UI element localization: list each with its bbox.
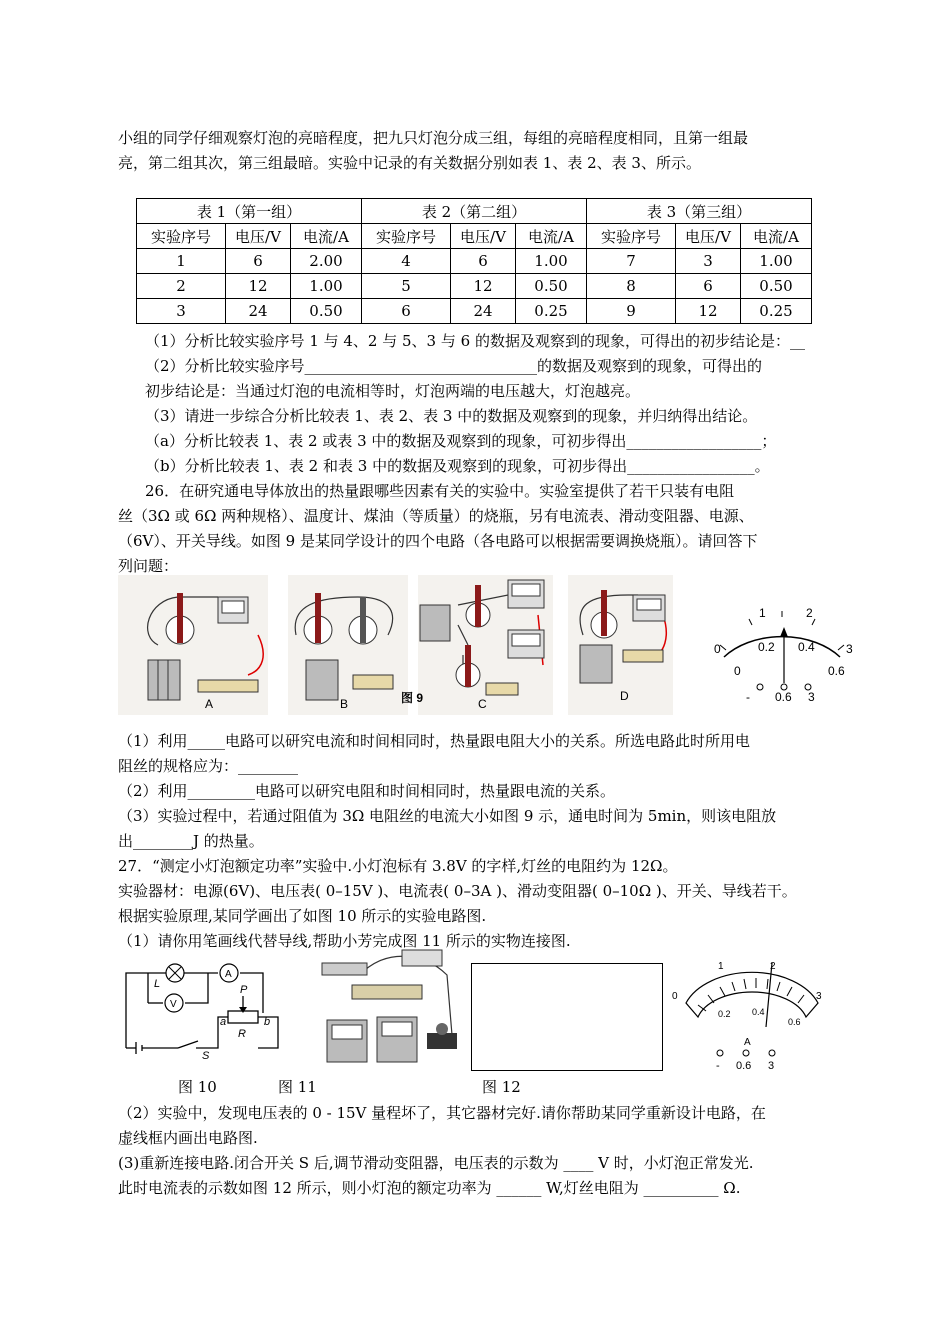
battery-component (402, 950, 442, 966)
dial-top-1: 1 (759, 606, 766, 620)
table-cell: 9 (587, 299, 676, 324)
q25-part-3b: （b）分析比较表 1、表 2 和表 3 中的数据及观察到的现象，可初步得出_________________。 (145, 457, 770, 475)
table-cell: 6 (676, 274, 741, 299)
q26-line-2: 丝（3Ω 或 6Ω 两种规格）、温度计、煤油（等质量）的烧瓶，另有电流表、滑动变阻器、电源、 (118, 507, 754, 525)
table-cell: 2 (137, 274, 226, 299)
fig12-bottom-04: 0.4 (752, 1007, 765, 1017)
dial-top-0: 0 (714, 642, 721, 656)
th-voltage: 电压/V (226, 224, 291, 249)
figure-12-ammeter (668, 955, 828, 1075)
dial-terminal-neg: - (746, 690, 750, 704)
switch-component (322, 963, 367, 975)
fig11-caption: 图 11 (278, 1078, 317, 1096)
table-row (137, 249, 812, 274)
q26-part-3-cont: 出________J 的热量。 (118, 832, 264, 850)
q26-line-4: 列问题： (118, 557, 179, 575)
label-a: a (220, 1016, 227, 1028)
table-cell: 3 (676, 249, 741, 274)
dial-top-2: 2 (806, 606, 813, 620)
data-table (136, 198, 812, 324)
th-current: 电流/A (741, 224, 812, 249)
q26-line-1: 26．在研究通电导体放出的热量跟哪些因素有关的实验中。实验室提供了若干只装有电阻 (145, 482, 735, 500)
answer-drawing-box[interactable] (471, 963, 663, 1071)
rheostat-component (352, 985, 422, 999)
figure-10-circuit-diagram (118, 963, 288, 1063)
q25-part-2-cont: 初步结论是：当通过灯泡的电流相等时，灯泡两端的电压越大，灯泡越亮。 (145, 382, 641, 400)
table-cell: 12 (226, 274, 291, 299)
q26-part-1: （1）利用_____电路可以研究电流和时间相同时，热量跟电阻大小的关系。所选电路此时所用电 (118, 732, 751, 750)
q26-part-2: （2）利用_________电路可以研究电阻和时间相同时，热量跟电流的关系。 (118, 782, 616, 800)
table-cell: 12 (451, 274, 516, 299)
th-voltage: 电压/V (676, 224, 741, 249)
label-A: A (225, 969, 232, 980)
q27-line-4: （1）请你用笔画线代替导线,帮助小芳完成图 11 所示的实物连接图. (118, 932, 571, 950)
label-b: b (264, 1016, 271, 1028)
fig9-label-c: C (478, 697, 487, 711)
ammeter-dial-fig9 (702, 595, 862, 710)
table-cell: 1.00 (516, 249, 587, 274)
table-row (137, 274, 812, 299)
lamp-holder-component (427, 1033, 457, 1049)
fig12-caption: 图 12 (482, 1078, 521, 1096)
q27-part-3: (3)重新连接电路.闭合开关 S 后,调节滑动变阻器，电压表的示数为 ____ V 时，小灯泡正常发光. (118, 1154, 754, 1172)
q25-part-2: （2）分析比较实验序号_______________________________的数据及观察到的现象，可得出的 (145, 357, 763, 375)
q26-line-3: （6V）、开关导线。如图 9 是某同学设计的四个电路（各电路可以根据需要调换烧瓶）。请回答下 (118, 532, 758, 550)
q27-line-2: 实验器材：电源(6V)、电压表( 0–15V )、电流表( 0–3A )、滑动变阻器( 0–10Ω )、开关、导线若干。 (118, 882, 797, 900)
q25-part-3a: （a）分析比较表 1、表 2 或表 3 中的数据及观察到的现象，可初步得出__________________； (145, 432, 777, 450)
dial-terminal-3: 3 (808, 690, 815, 704)
table-cell: 1.00 (291, 274, 362, 299)
dial-bottom-0: 0 (734, 664, 741, 678)
intro-line-1: 小组的同学仔细观察灯泡的亮暗程度，把九只灯泡分成三组，每组的亮暗程度相同，且第一组最 (118, 129, 749, 147)
figure-11-components (312, 945, 462, 1070)
fig12-unit: A (744, 1037, 751, 1048)
table-cell: 7 (587, 249, 676, 274)
fig9-label-a: A (205, 697, 214, 711)
dial-top-3: 3 (846, 642, 853, 656)
table-cell: 12 (676, 299, 741, 324)
circuit-b (288, 575, 408, 715)
table-cell: 0.25 (516, 299, 587, 324)
table-cell: 0.50 (291, 299, 362, 324)
label-L: L (154, 978, 161, 990)
table-header-row (137, 224, 812, 249)
label-R: R (238, 1028, 246, 1040)
th-current: 电流/A (291, 224, 362, 249)
q26-part-1-cont: 阻丝的规格应为：________ (118, 757, 299, 775)
intro-line-2: 亮，第二组其次，第三组最暗。实验中记录的有关数据分别如表 1、表 2、表 3、所示。 (118, 154, 701, 172)
table-cell: 24 (226, 299, 291, 324)
table-cell: 8 (587, 274, 676, 299)
q25-part-1: （1）分析比较实验序号 1 与 4、2 与 5、3 与 6 的数据及观察到的现象，可得出的初步结论是：__ (145, 332, 805, 350)
table-cell: 1.00 (741, 249, 812, 274)
fig9-label-b: B (340, 697, 349, 711)
fig9-caption: 图 9 (401, 691, 424, 705)
dial-terminal-06: 0.6 (775, 690, 792, 704)
table-group-row (137, 199, 812, 224)
table-group-1: 表 1（第一组） (137, 199, 362, 224)
th-index: 实验序号 (362, 224, 451, 249)
fig10-caption: 图 10 (178, 1078, 217, 1096)
dial-bottom-1: 0.2 (758, 640, 775, 654)
fig12-bottom-06: 0.6 (788, 1017, 801, 1027)
circuit-a (118, 575, 268, 715)
q27-part-2-cont: 虚线框内画出电路图. (118, 1129, 258, 1147)
fig9-label-d: D (620, 689, 629, 703)
table-cell: 5 (362, 274, 451, 299)
label-S: S (202, 1050, 210, 1062)
table-row (137, 299, 812, 324)
th-index: 实验序号 (137, 224, 226, 249)
table-cell: 1 (137, 249, 226, 274)
q27-line-3: 根据实验原理,某同学画出了如图 10 所示的实验电路图. (118, 907, 487, 925)
figure-9-circuits (118, 575, 678, 715)
th-current: 电流/A (516, 224, 587, 249)
dial-bottom-3: 0.6 (828, 664, 845, 678)
table-group-2: 表 2（第二组） (362, 199, 587, 224)
fig12-terminal-3: 3 (768, 1060, 775, 1072)
table-cell: 3 (137, 299, 226, 324)
table-group-3: 表 3（第三组） (587, 199, 812, 224)
fig12-top-2: 2 (770, 961, 776, 972)
fig12-top-1: 1 (718, 961, 724, 972)
fig12-top-0: 0 (672, 991, 678, 1002)
fig12-top-3: 3 (816, 991, 822, 1002)
dial-bottom-2: 0.4 (798, 640, 815, 654)
q27-part-3-cont: 此时电流表的示数如图 12 所示，则小灯泡的额定功率为 ______ W,灯丝电阻为 __________ Ω. (118, 1179, 741, 1197)
table-cell: 4 (362, 249, 451, 274)
table-cell: 6 (451, 249, 516, 274)
label-P: P (240, 984, 248, 996)
th-voltage: 电压/V (451, 224, 516, 249)
table-cell: 2.00 (291, 249, 362, 274)
q25-part-3: （3）请进一步综合分析比较表 1、表 2、表 3 中的数据及观察到的现象，并归纳得出结论。 (145, 407, 758, 425)
table-cell: 6 (362, 299, 451, 324)
table-cell: 0.50 (741, 274, 812, 299)
table-cell: 0.50 (516, 274, 587, 299)
q26-part-3: （3）实验过程中，若通过阻值为 3Ω 电阻丝的电流大小如图 9 示，通电时间为 5min，则该电阻放 (118, 807, 777, 825)
q27-line-1: 27．“测定小灯泡额定功率”实验中.小灯泡标有 3.8V 的字样,灯丝的电阻约为 12Ω。 (118, 857, 678, 875)
fig12-terminal-06: 0.6 (736, 1060, 752, 1072)
th-index: 实验序号 (587, 224, 676, 249)
circuit-c (418, 575, 553, 715)
q27-part-2: （2）实验中，发现电压表的 0 - 15V 量程坏了，其它器材完好.请你帮助某同学重新设计电路，在 (118, 1104, 766, 1122)
label-V: V (170, 999, 177, 1010)
fig12-needle (766, 963, 772, 1027)
table-cell: 24 (451, 299, 516, 324)
table-cell: 6 (226, 249, 291, 274)
table-cell: 0.25 (741, 299, 812, 324)
fig12-bottom-02: 0.2 (718, 1009, 731, 1019)
fig12-terminal-neg: - (716, 1060, 720, 1072)
